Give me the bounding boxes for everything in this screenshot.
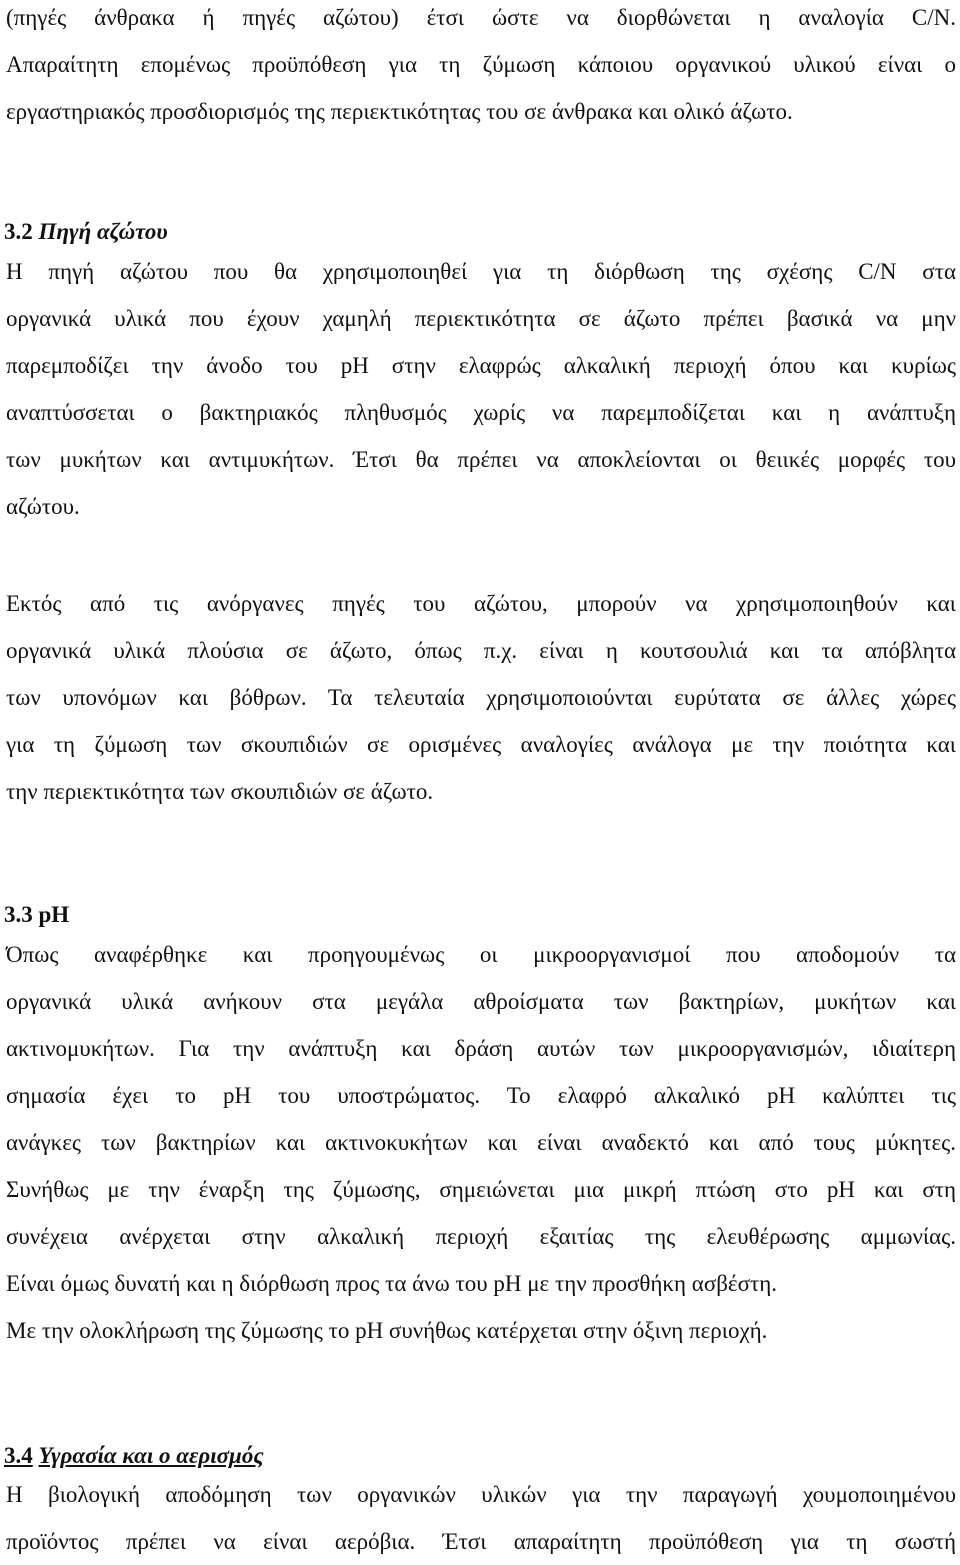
text-line: ανάγκες των βακτηρίων και ακτινοκυκήτων και είναι αναδεκτό και από τους μύκητες. — [6, 1130, 956, 1155]
text-line: Είναι όμως δυνατή και η διόρθωση προς τα άνω του pH με την προσθήκη ασβέστη. — [6, 1271, 777, 1296]
text-line: οργανικά υλικά πλούσια σε άζωτο, όπως π.χ. είναι η κουτσουλιά και τα απόβλητα — [6, 638, 956, 663]
text-line: την περιεκτικότητα των σκουπιδιών σε άζωτο. — [6, 779, 434, 804]
text-line: αναπτύσσεται ο βακτηριακός πληθυσμός χωρίς να παρεμποδίζεται και η ανάπτυξη — [6, 400, 956, 425]
section-3-3-paragraph — [6, 931, 956, 1354]
section-title: Υγρασία και ο αερισμός — [38, 1443, 264, 1468]
text-line: Με την ολοκλήρωση της ζύμωσης το pH συνήθως κατέρχεται στην όξινη περιοχή. — [6, 1318, 768, 1343]
text-line: Απαραίτητη επομένως προϋπόθεση για τη ζύμωση κάποιου οργανικού υλικού είναι ο — [6, 52, 956, 77]
section-3-2-paragraph-1 — [6, 248, 956, 530]
section-3-4-paragraph — [6, 1471, 956, 1565]
section-number: 3.2 — [4, 219, 33, 244]
section-number: 3.4 — [4, 1443, 33, 1468]
text-line: παρεμποδίζει την άνοδο του pH στην ελαφρώς αλκαλική περιοχή όπου και κυρίως — [6, 353, 956, 378]
text-line: των μυκήτων και αντιμυκήτων. Έτσι θα πρέπει να αποκλείονται οι θειικές μορφές του — [6, 447, 956, 472]
text-line: οργανικά υλικά ανήκουν στα μεγάλα αθροίσματα των βακτηρίων, μυκήτων και — [6, 989, 956, 1014]
text-line: εργαστηριακός προσδιορισμός της περιεκτικότητας του σε άνθρακα και ολικό άζωτο. — [6, 99, 793, 124]
text-line: ακτινομυκήτων. Για την ανάπτυξη και δράση αυτών των μικροοργανισμών, ιδιαίτερη — [6, 1036, 956, 1061]
text-line: Εκτός από τις ανόργανες πηγές του αζώτου, μπορούν να χρησιμοποιηθούν και — [6, 591, 956, 616]
text-line: των υπονόμων και βόθρων. Τα τελευταία χρησιμοποιούνται ευρύτατα σε άλλες χώρες — [6, 685, 956, 710]
text-line: Συνήθως με την έναρξη της ζύμωσης, σημειώνεται μια μικρή πτώση στο pH και στη — [6, 1177, 956, 1202]
text-line: Η βιολογική αποδόμηση των οργανικών υλικών για την παραγωγή χουμοποιημένου — [6, 1482, 956, 1507]
text-line: προϊόντος πρέπει να είναι αερόβια. Έτσι απαραίτητη προϋπόθεση για τη σωστή — [6, 1529, 956, 1554]
section-title: 3.3 pH — [4, 902, 70, 927]
text-line: συνέχεια ανέρχεται στην αλκαλική περιοχή εξαιτίας της ελευθέρωσης αμμωνίας. — [6, 1224, 956, 1249]
text-line: αζώτου. — [6, 494, 80, 519]
section-3-2-paragraph-2 — [6, 580, 956, 815]
text-line: σημασία έχει το pH του υποστρώματος. Το ελαφρό αλκαλικό pH καλύπτει τις — [6, 1083, 956, 1108]
intro-paragraph — [6, 0, 956, 135]
text-line: οργανικά υλικά που έχουν χαμηλή περιεκτικότητα σε άζωτο πρέπει βασικά να μην — [6, 306, 956, 331]
text-line: (πηγές άνθρακα ή πηγές αζώτου) έτσι ώστε να διορθώνεται η αναλογία C/N. — [6, 5, 956, 30]
text-line: Όπως αναφέρθηκε και προηγουμένως οι μικροοργανισμοί που αποδομούν τα — [6, 942, 956, 967]
text-line: Η πηγή αζώτου που θα χρησιμοποιηθεί για τη διόρθωση της σχέσης C/N στα — [6, 259, 956, 284]
text-line: για τη ζύμωση των σκουπιδιών σε ορισμένες αναλογίες ανάλογα με την ποιότητα και — [6, 732, 956, 757]
section-title: Πηγή αζώτου — [38, 219, 168, 244]
